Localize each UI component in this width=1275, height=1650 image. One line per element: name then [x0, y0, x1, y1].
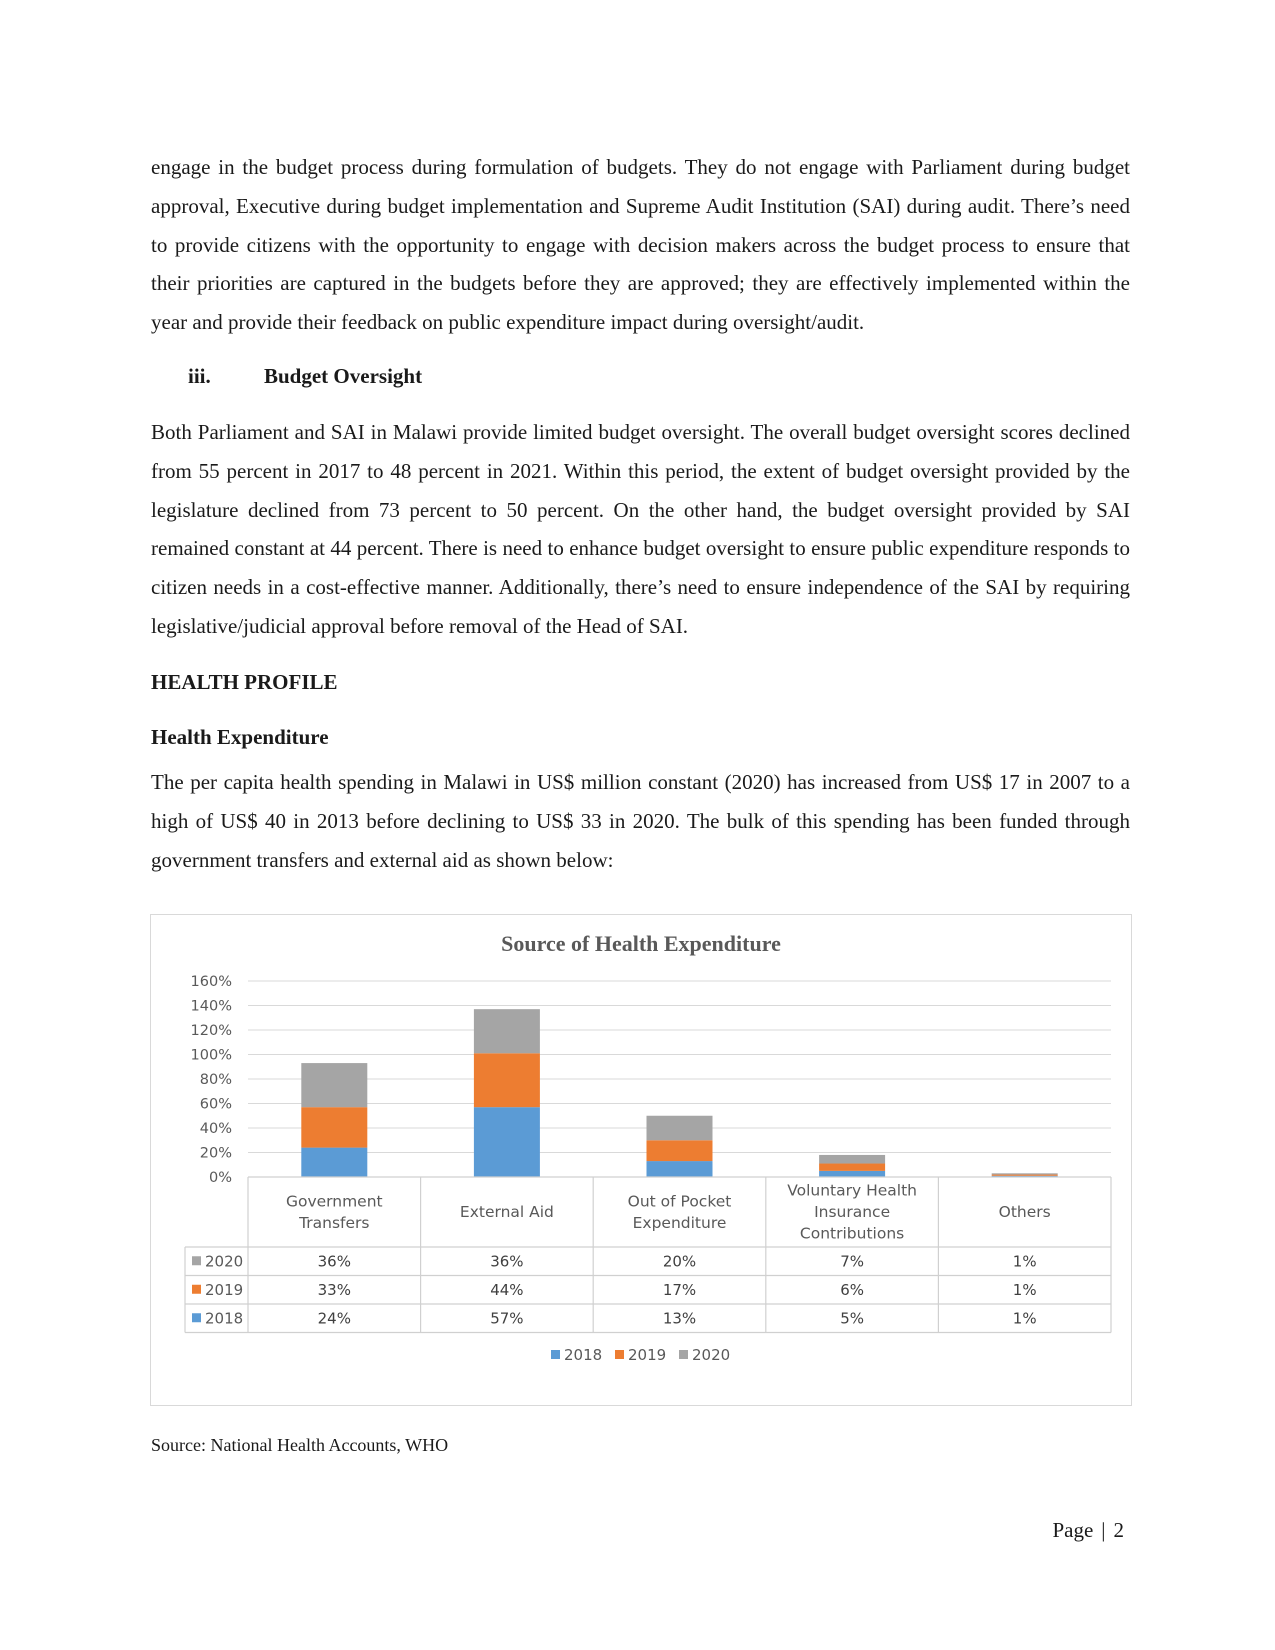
heading-health-expenditure: Health Expenditure: [151, 725, 329, 749]
table-cell: 1%: [1012, 1309, 1037, 1328]
table-cell: 17%: [662, 1280, 697, 1299]
table-cell: 57%: [490, 1309, 524, 1328]
table-cell: 7%: [840, 1252, 864, 1271]
subheading-number: iii.: [188, 364, 211, 388]
y-tick-label: 80%: [199, 1072, 232, 1088]
bar-segment: [992, 1173, 1058, 1174]
table-cell: 36%: [490, 1252, 524, 1271]
y-tick-label: 160%: [190, 974, 232, 990]
table-cell: 6%: [840, 1280, 864, 1299]
legend-key: [615, 1350, 624, 1359]
y-tick-label: 0%: [208, 1170, 232, 1186]
page-label: Page: [1052, 1518, 1094, 1542]
category-label: External Aid: [459, 1203, 554, 1221]
page-separator: |: [1101, 1518, 1106, 1542]
bar-segment: [301, 1148, 367, 1177]
paragraph-budget-oversight: Both Parliament and SAI in Malawi provide limited budget oversight. The overall budget oversight scores declined from 55 percent in 2017 to 48 percent in 2021. Within this period, the extent of budget oversight provided by the legislature declined from 73 percent to 50 percent. On the other hand, the budget oversight provided by SAI remained constant at 44 percent. There is need to enhance budget oversight to ensure public expenditure responds to citizen needs in a cost-effective manner. Additionally, there’s need to ensure independence of the SAI by requiring legislative/judicial approval before removal of the Head of SAI.: [151, 420, 1130, 638]
bar-segment: [474, 1009, 540, 1053]
heading-health-profile: HEALTH PROFILE: [151, 670, 338, 694]
category-label: Insurance: [814, 1203, 891, 1221]
page-number: [1052, 1518, 1124, 1543]
category-label: Others: [998, 1203, 1051, 1221]
bar-segment: [819, 1164, 885, 1171]
table-legend-key: [192, 1313, 201, 1322]
table-row-label: 2020: [205, 1252, 244, 1271]
y-tick-label: 100%: [190, 1047, 232, 1064]
paragraph-health-spending: The per capita health spending in Malawi in US$ million constant (2020) has increased from US$ 17 in 2007 to a high of US$ 40 in 2013 before declining to US$ 33 in 2020. The bulk of this spending has been funded through government transfers and external aid as shown below:: [151, 770, 1130, 872]
y-tick-label: 20%: [199, 1145, 232, 1162]
legend-label: 2018: [564, 1346, 603, 1364]
bar-segment: [647, 1161, 713, 1177]
subheading-budget-oversight: [188, 364, 422, 389]
page-number-value: 2: [1113, 1518, 1124, 1542]
legend-key: [551, 1350, 560, 1359]
category-label: Expenditure: [632, 1213, 727, 1232]
table-cell: 24%: [317, 1309, 351, 1328]
source-note: Source: National Health Accounts, WHO: [151, 1435, 449, 1455]
table-legend-key: [192, 1285, 201, 1294]
bar-segment: [819, 1171, 885, 1177]
bar-segment: [647, 1140, 713, 1161]
bar-segment: [647, 1116, 713, 1141]
category-label: Out of Pocket: [627, 1192, 732, 1211]
bar-segment: [474, 1053, 540, 1107]
legend-label: 2020: [692, 1346, 731, 1364]
bar-segment: [992, 1175, 1058, 1176]
y-tick-label: 140%: [190, 998, 232, 1015]
table-cell: 44%: [490, 1280, 524, 1299]
health-expenditure-chart: [150, 914, 1132, 1406]
table-cell: 1%: [1012, 1280, 1037, 1299]
legend-label: 2019: [628, 1346, 667, 1364]
y-tick-label: 60%: [199, 1096, 232, 1113]
table-cell: 13%: [662, 1309, 697, 1328]
table-cell: 33%: [317, 1280, 351, 1299]
bar-segment: [819, 1155, 885, 1164]
subheading-title: Budget Oversight: [264, 364, 423, 388]
bar-segment: [301, 1107, 367, 1147]
table-legend-key: [192, 1256, 201, 1265]
table-row-label: 2019: [205, 1280, 244, 1299]
y-tick-label: 40%: [199, 1121, 232, 1137]
paragraph-citizen-engagement: engage in the budget process during formulation of budgets. They do not engage with Parliament during budget approval, Executive during budget implementation and Supreme Audit Institution (SAI) during audit. There’s need to provide citizens with the opportunity to engage with decision makers across the budget process to ensure that their priorities are captured in the budgets before they are approved; they are effectively implemented within the year and provide their feedback on public expenditure impact during oversight/audit.: [151, 155, 1130, 335]
category-label: Contributions: [799, 1224, 905, 1243]
table-cell: 20%: [662, 1252, 697, 1271]
category-label: Transfers: [299, 1213, 370, 1232]
bar-segment: [301, 1063, 367, 1107]
table-row-label: 2018: [205, 1309, 244, 1328]
chart-title: Source of Health Expenditure: [501, 931, 781, 956]
y-tick-label: 120%: [190, 1023, 232, 1039]
table-cell: 5%: [840, 1309, 864, 1328]
category-label: Government: [285, 1192, 383, 1211]
category-label: Voluntary Health: [787, 1181, 917, 1200]
legend-key: [679, 1350, 688, 1359]
table-cell: 1%: [1012, 1252, 1037, 1271]
chart-canvas: [151, 915, 1131, 1405]
bar-segment: [474, 1107, 540, 1177]
table-cell: 36%: [317, 1252, 351, 1271]
